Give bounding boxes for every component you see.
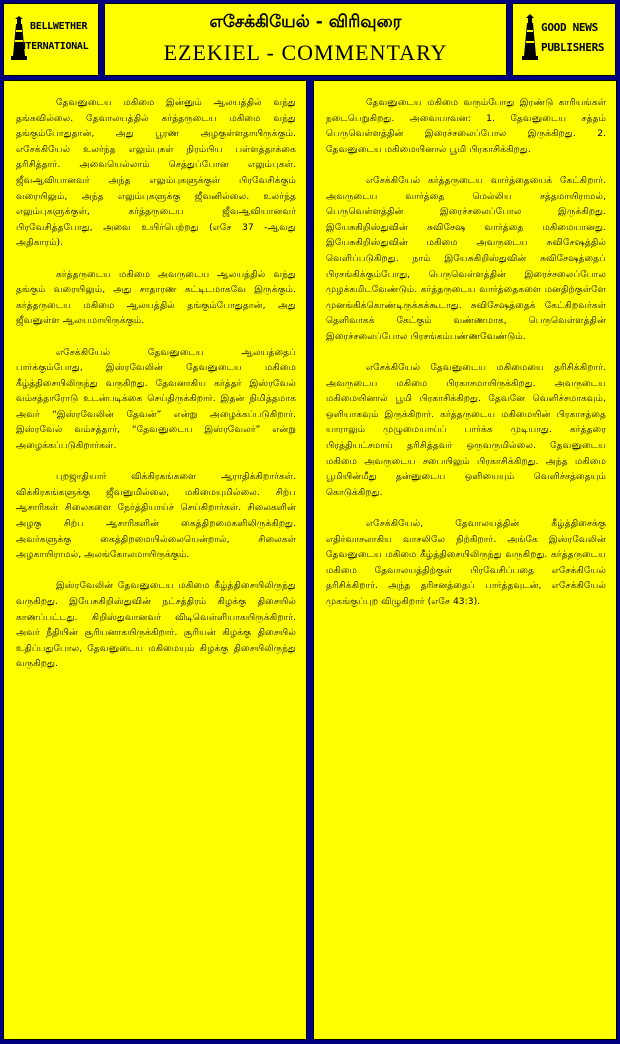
title-banner — [104, 3, 507, 76]
paragraph: எசேக்கியேல் தேவனுடைய மகிமையை தரிசிக்கிறார். அவருடைய மகிமை பிரகாசமாயிருக்கிறது. அவருடைய மகிமையினால் பூமி பிரகாசிக்கிறது. தேவனே வெளிச்சமாகவும், ஒளியாகவும் இருக்கிறார். கர்த்தருடைய மகிமையின் பிரகாசத்தை யாராலும் முழுமையாய்ப் பார்க்க முடியாது. கர்த்தரை பிரத்தியட்சமாய் தரிசித்தவர் ஒருவருமில்லை. தேவனுடைய மகிமை அவருடைய சபையிலும் பிரகாசிக்கிறது. அந்த மகிமை பூமியின்மீது தன்னுடைய ஒளியையும் வெளிச்சத்தையும் கொடுக்கிறது. — [326, 362, 606, 498]
paragraph: தேவனுடைய மகிமை இன்னும் ஆலயத்தில் வந்து தங்கவில்லை. தேவாலயத்தில் கர்த்தருடைய மகிமை வந்து தங்கும்போதுதான், அது பூரண அழகுள்ளதாயிருக்கும். எசேக்கியேல் உலர்ந்த எலும்புகள் நிரம்பிய பள்ளத்தாக்கை தரிசித்தார். அவையெல்லாம் செத்துப்போன எலும்புகள். ஜீவஆவியானவர் அந்த எலும்புகளுக்குள் பிரவேசிக்கும் வரையிலும், அந்த எலும்புகளுக்கு ஜீவனில்லை. உலர்ந்த எலும்புகளுக்குள், கர்த்தருடைய ஜீவஆவியானவர் பிரவேசித்தபோது, அவை உயிர்பெற்றது (எசே 37 -ஆவது அதிகாரம்). — [16, 97, 296, 249]
left-column — [3, 80, 307, 1040]
paragraph: எசேக்கியேல் கர்த்தருடைய வார்த்தையைக் கேட்கிறார். அவருடைய வார்த்தை மெல்லிய சத்தமாயிராமல், பெருவெள்ளத்தின் இரைச்சலைப்போல இருக்கிறது. இயேசுகிறிஸ்துவின் சுவிசேஷ வார்த்தை மகிமையானது. இயேசுகிறிஸ்துவின் மகிமை அவருடைய சுவிசேஷத்தில் வெளிப்படுகிறது. நாம் இயேசுகிறிஸ்துவின் சுவிசேஷத்தைப் பிரசங்கிக்கும்போது, பெருவெள்ளத்தின் இரைச்சலைப்போல முழக்கமிடவேண்டும். கர்த்தருடைய வார்த்தைகளை மனதிற்குள்ளே முனங்கிக்கொண்டிருக்கக்கூடாது. சுவிசேஷத்தைக் கேட்கிறவர்கள் தெளிவாகக் கேட்கும் வண்ணமாக, பெருவெள்ளத்தின் இரைச்சலைப்போல பிரசங்கம்பண்ணவேண்டும். — [326, 174, 606, 342]
paragraph: இஸ்ரவேலின் தேவனுடைய மகிமை கீழ்த்திசையிலிருந்து வருகிறது. இயேசுகிறிஸ்துவின் நட்சத்திரம் கிழக்கு திசையில் காணப்பட்டது. கிறிஸ்துவானவர் விடிவெள்ளியாகயிருக்கிறார். அவர் நீதியின் சூரியனாகயிருக்கிறார். சூரியன் கிழக்கு திசையில் உதிப்பதுபோல, தேவனுடைய மகிமையும் கிழக்கு திசையிலிருந்து வருகிறது. — [16, 580, 296, 670]
right-logo-line2: PUBLISHERS — [541, 41, 605, 54]
paragraph: கர்த்தருடைய மகிமை அவருடைய ஆலயத்தில் வந்து தங்கும் வரையிலும், அது சாதாரண கட்டிடமாகவே இருக்கும். கர்த்தருடைய மகிமை ஆலயத்தில் தங்கும்போதுதான், அது ஜீவனுள்ள ஆலயமாயிருக்கும். — [16, 268, 296, 327]
title-tamil: எசேக்கியேல் - விரிவுரை — [209, 12, 402, 32]
paragraph: எசேக்கியேல், தேவாலயத்தின் கீழ்த்திசைக்கு எதிர்வாசலாகிய வாசலிலே நிற்கிறார். அங்கே இஸ்ரவேலின் தேவனுடைய மகிமை கீழ்த்திசையிலிருந்து வருகிறது. கர்த்தருடைய மகிமை தேவாலயத்திற்குள் பிரவேசிப்பதை எசேக்கியேல் தரிசிக்கிறார். அந்த தரிசனத்தைப் பார்த்தவுடன், எசேக்கியேல் முகங்குப்புற விழுகிறார் (எசே 43:3). — [326, 518, 606, 607]
lighthouse-icon — [9, 16, 29, 62]
paragraph: எசேக்கியேல் தேவனுடைய ஆலயத்தைப் பார்க்கும்போது, இஸ்ரவேலின் தேவனுடைய மகிமை கீழ்த்திசையிலிருந்து வருகிறது. தேவனாகிய கர்த்தர் இஸ்ரவேல் வம்சத்தாரோடு உடன்படிக்கை செய்திருக்கிறார். இதன் நிமித்தமாக அவர் “இஸ்ரவேலின் தேவன்” என்று அழைக்கப்படுகிறார். இஸ்ரவேல் வம்சத்தார், “தேவனுடைய இஸ்ரவேலர்” என்று அழைக்கப்படுகிறார்கள். — [16, 346, 296, 452]
left-column-text — [16, 95, 296, 688]
right-column — [313, 80, 617, 1040]
bellwether-logo — [3, 3, 99, 76]
left-logo-line2: INTERNATIONAL — [14, 41, 89, 52]
paragraph: புறஜாதியார் விக்கிரகங்களை ஆராதிக்கிறார்கள். விக்கிரகங்களுக்கு ஜீவனுமில்லை, மகிமையுமில்லை. சிற்ப ஆசாரிகள் சிலைகளை நேர்த்தியாய்ச் செய்கிறார்கள். சிலைகளின் அழகு சிற்ப ஆசாரிகளின் கைத்திறமைகளிலிருக்கிறது. அவர்களுக்கு கைத்திறமையில்லையென்றால், சிலைகள் அழகாயிராமல், அலங்கோலமாயிருக்கும். — [16, 471, 296, 561]
right-column-text — [326, 95, 606, 625]
title-english: EZEKIEL - COMMENTARY — [163, 40, 448, 65]
good-news-logo — [512, 3, 616, 76]
left-logo-line1: BELLWETHER — [30, 21, 88, 32]
paragraph: தேவனுடைய மகிமை வரும்போது இரண்டு காரியங்கள் நடைபெறுகிறது. அவையாவன: 1. தேவனுடைய சத்தம் பெருவெள்ளத்தின் இரைச்சலைப்போல இருக்கிறது. 2. தேவனுடைய மகிமையினால் பூமி பிரகாசிக்கிறது. — [326, 97, 606, 155]
lighthouse-icon — [519, 14, 541, 64]
right-logo-line1: GOOD NEWS — [541, 21, 598, 34]
